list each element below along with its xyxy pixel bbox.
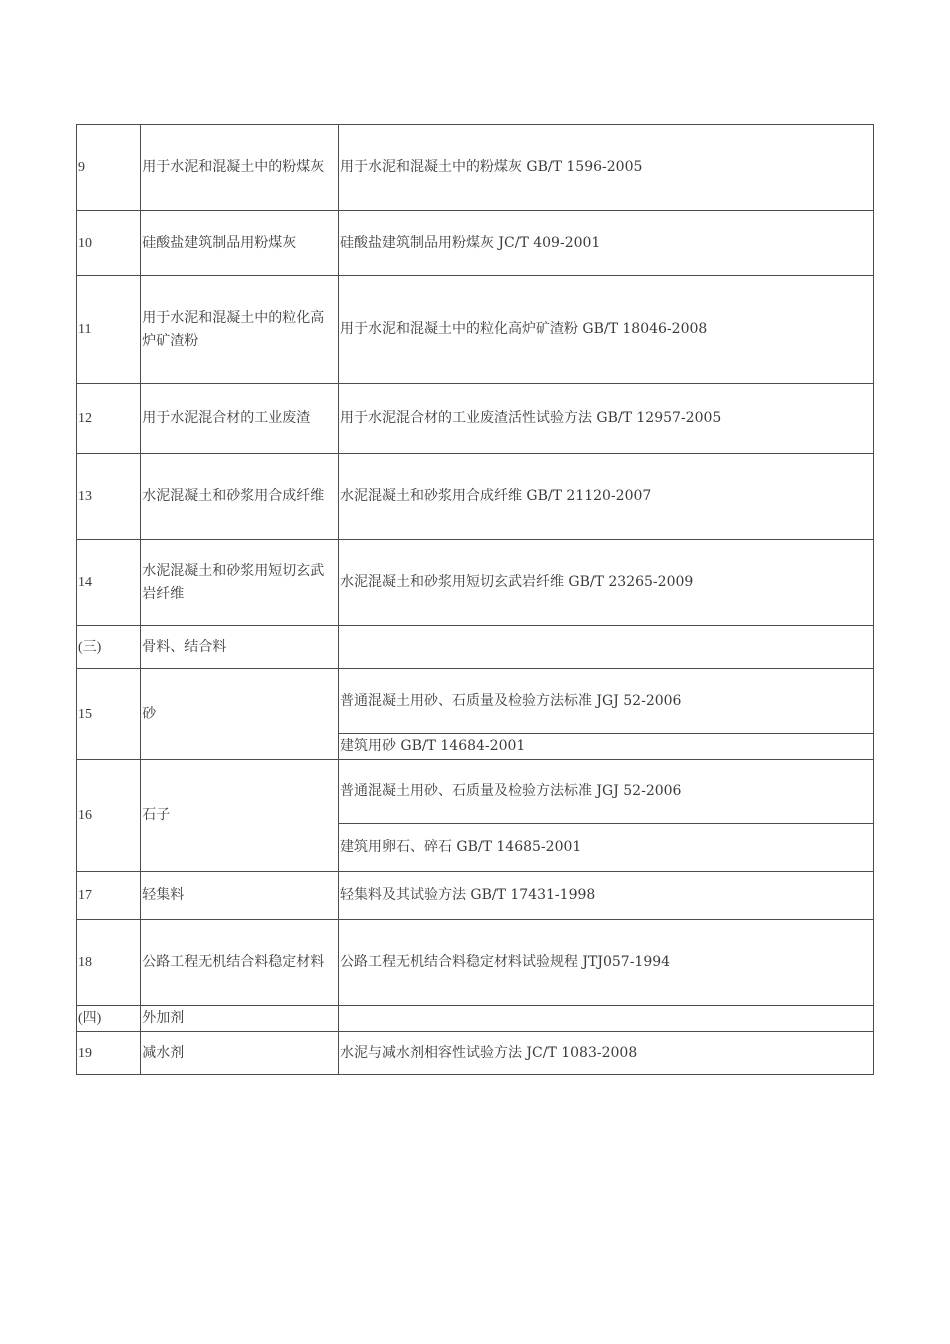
standard-cell: 用于水泥和混凝土中的粉煤灰 GB/T 1596-2005 bbox=[338, 125, 873, 211]
standard-cell: 普通混凝土用砂、石质量及检验方法标准 JGJ 52-2006 bbox=[338, 669, 873, 734]
table-row bbox=[77, 384, 874, 454]
table-row bbox=[77, 211, 874, 276]
material-name: 用于水泥混合材的工业废渣 bbox=[141, 384, 339, 454]
table-row bbox=[77, 1032, 874, 1075]
row-number: 18 bbox=[77, 920, 141, 1006]
material-name: 减水剂 bbox=[141, 1032, 339, 1075]
standard-cell bbox=[338, 626, 873, 669]
standard-cell: 建筑用卵石、碎石 GB/T 14685-2001 bbox=[338, 824, 873, 872]
material-name: 硅酸盐建筑制品用粉煤灰 bbox=[141, 211, 339, 276]
table-row bbox=[77, 920, 874, 1006]
standard-cell: 建筑用砂 GB/T 14684-2001 bbox=[338, 734, 873, 760]
row-number: 14 bbox=[77, 540, 141, 626]
row-number: 15 bbox=[77, 669, 141, 760]
table-row bbox=[77, 760, 874, 824]
material-name: 用于水泥和混凝土中的粒化高炉矿渣粉 bbox=[141, 276, 339, 384]
material-name: 水泥混凝土和砂浆用短切玄武岩纤维 bbox=[141, 540, 339, 626]
standard-cell: 水泥混凝土和砂浆用短切玄武岩纤维 GB/T 23265-2009 bbox=[338, 540, 873, 626]
section-title: 外加剂 bbox=[141, 1006, 339, 1032]
standard-cell: 用于水泥混合材的工业废渣活性试验方法 GB/T 12957-2005 bbox=[338, 384, 873, 454]
standard-cell: 水泥混凝土和砂浆用合成纤维 GB/T 21120-2007 bbox=[338, 454, 873, 540]
section-number: (四) bbox=[77, 1006, 141, 1032]
material-name: 轻集料 bbox=[141, 872, 339, 920]
standard-cell: 用于水泥和混凝土中的粒化高炉矿渣粉 GB/T 18046-2008 bbox=[338, 276, 873, 384]
section-row bbox=[77, 1006, 874, 1032]
row-number: 19 bbox=[77, 1032, 141, 1075]
section-row bbox=[77, 626, 874, 669]
standard-cell: 轻集料及其试验方法 GB/T 17431-1998 bbox=[338, 872, 873, 920]
section-number: (三) bbox=[77, 626, 141, 669]
material-name: 用于水泥和混凝土中的粉煤灰 bbox=[141, 125, 339, 211]
material-name: 公路工程无机结合料稳定材料 bbox=[141, 920, 339, 1006]
row-number: 17 bbox=[77, 872, 141, 920]
row-number: 11 bbox=[77, 276, 141, 384]
row-number: 10 bbox=[77, 211, 141, 276]
material-name: 水泥混凝土和砂浆用合成纤维 bbox=[141, 454, 339, 540]
row-number: 9 bbox=[77, 125, 141, 211]
table-row bbox=[77, 669, 874, 734]
standard-cell bbox=[338, 1006, 873, 1032]
standard-cell: 公路工程无机结合料稳定材料试验规程 JTJ057-1994 bbox=[338, 920, 873, 1006]
standard-cell: 普通混凝土用砂、石质量及检验方法标准 JGJ 52-2006 bbox=[338, 760, 873, 824]
standard-cell: 硅酸盐建筑制品用粉煤灰 JC/T 409-2001 bbox=[338, 211, 873, 276]
table-row bbox=[77, 872, 874, 920]
row-number: 12 bbox=[77, 384, 141, 454]
table-row bbox=[77, 125, 874, 211]
table-row bbox=[77, 454, 874, 540]
material-name: 砂 bbox=[141, 669, 339, 760]
table-row bbox=[77, 540, 874, 626]
material-name: 石子 bbox=[141, 760, 339, 872]
standards-table bbox=[76, 124, 874, 1075]
row-number: 16 bbox=[77, 760, 141, 872]
standard-cell: 水泥与减水剂相容性试验方法 JC/T 1083-2008 bbox=[338, 1032, 873, 1075]
table-row bbox=[77, 276, 874, 384]
row-number: 13 bbox=[77, 454, 141, 540]
section-title: 骨料、结合料 bbox=[141, 626, 339, 669]
